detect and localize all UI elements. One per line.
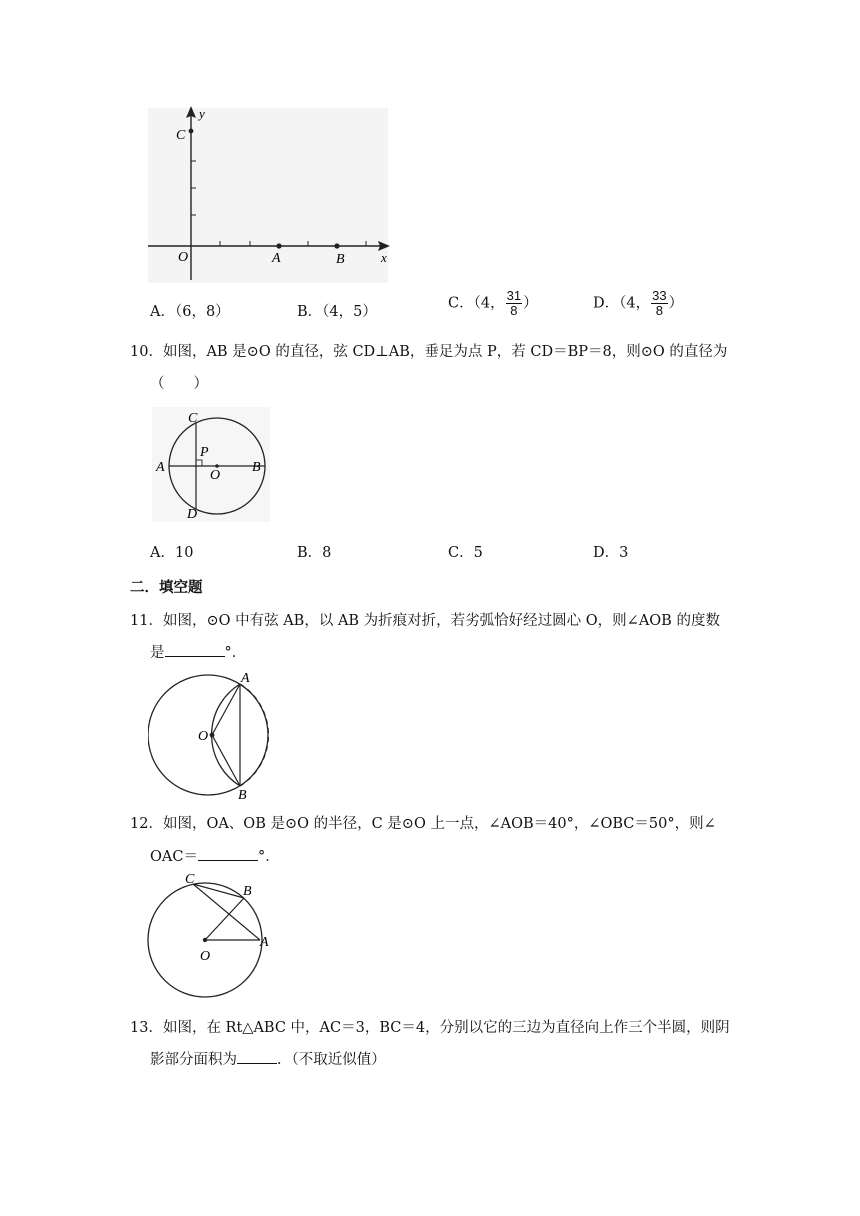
q11-circle-figure bbox=[148, 668, 278, 803]
q13-answer-blank[interactable] bbox=[237, 1049, 277, 1064]
q12-circle-figure bbox=[145, 870, 280, 1005]
q10-stem-line1: 10．如图，AB 是⊙O 的直径，弦 CD⊥AB，垂足为点 P，若 CD＝BP＝8，则⊙O 的直径为 bbox=[130, 344, 728, 360]
q9-option-d: D．（4， $\frac{33}{8}$ ） bbox=[593, 288, 684, 318]
q11-stem-line2: 是 °． bbox=[150, 641, 246, 662]
q11-label-b: B bbox=[238, 788, 247, 803]
q10-label-p: P bbox=[200, 445, 209, 460]
q9-coordinate-figure bbox=[140, 100, 400, 290]
q11-folded-arc bbox=[212, 684, 240, 786]
q12-stem-line2: OAC＝ °． bbox=[150, 845, 280, 866]
q10-option-b: B．8 bbox=[297, 545, 332, 561]
q9-label-c: C bbox=[176, 128, 186, 143]
q10-label-b: B bbox=[252, 460, 261, 475]
section-title-fill-in: 二．填空题 bbox=[130, 580, 203, 596]
q9-label-o: O bbox=[178, 250, 189, 265]
q9-point-c bbox=[189, 129, 194, 134]
q12-label-a: A bbox=[260, 935, 269, 950]
q11-label-o: O bbox=[198, 729, 209, 744]
q10-label-c: C bbox=[188, 411, 198, 426]
q13-stem-line1: 13．如图，在 Rt△ABC 中，AC＝3，BC＝4，分别以它的三边为直径向上作三个半圆，则阴 bbox=[130, 1020, 730, 1036]
q11-segment-ob bbox=[212, 735, 240, 786]
q12-label-c: C bbox=[185, 872, 195, 887]
q9-option-c: C．（4， $\frac{31}{8}$ ） bbox=[448, 288, 538, 318]
q12-center-o bbox=[203, 938, 207, 942]
q12-answer-blank[interactable] bbox=[198, 846, 258, 861]
q10-option-c: C．5 bbox=[448, 545, 483, 561]
q10-label-a: A bbox=[156, 460, 165, 475]
q9-label-b: B bbox=[336, 252, 345, 267]
q9-label-a: A bbox=[272, 251, 281, 266]
q12-label-b: B bbox=[243, 884, 252, 899]
q10-label-o: O bbox=[210, 468, 221, 483]
q9-option-c-fraction: $\frac{31}{8}$ bbox=[506, 288, 522, 318]
q10-stem-line2: （ ） bbox=[150, 376, 208, 392]
q11-dashed-arc bbox=[240, 684, 268, 786]
q9-point-b bbox=[334, 243, 339, 248]
q11-answer-blank[interactable] bbox=[165, 642, 225, 657]
q10-option-d: D．3 bbox=[593, 545, 629, 561]
q12-label-o: O bbox=[200, 949, 211, 964]
q13-stem-line2: 影部分面积为 ．（不取近似值） bbox=[150, 1048, 386, 1069]
q12-radius-ob bbox=[205, 898, 244, 940]
q11-center-o bbox=[210, 733, 215, 738]
q9-option-d-fraction: $\frac{33}{8}$ bbox=[652, 288, 667, 318]
q11-segment-oa bbox=[212, 684, 240, 735]
q12-stem-line1: 12．如图，OA、OB 是⊙O 的半径，C 是⊙O 上一点，∠AOB＝40°，∠OBC＝50°，则∠ bbox=[130, 816, 716, 832]
q11-stem-line1: 11．如图，⊙O 中有弦 AB，以 AB 为折痕对折，若劣弧恰好经过圆心 O，则∠AOB 的度数 bbox=[130, 613, 720, 629]
q10-label-d: D bbox=[187, 507, 198, 522]
q9-option-b: B．（4，5） bbox=[297, 304, 377, 320]
q9-option-a: A．（6，8） bbox=[150, 304, 230, 320]
q9-x-label: x bbox=[381, 250, 387, 265]
q11-label-a: A bbox=[241, 671, 250, 686]
q10-circle-figure bbox=[150, 405, 275, 525]
q9-point-a bbox=[276, 243, 281, 248]
q10-option-a: A．10 bbox=[150, 545, 194, 561]
q9-y-label: y bbox=[199, 106, 205, 121]
